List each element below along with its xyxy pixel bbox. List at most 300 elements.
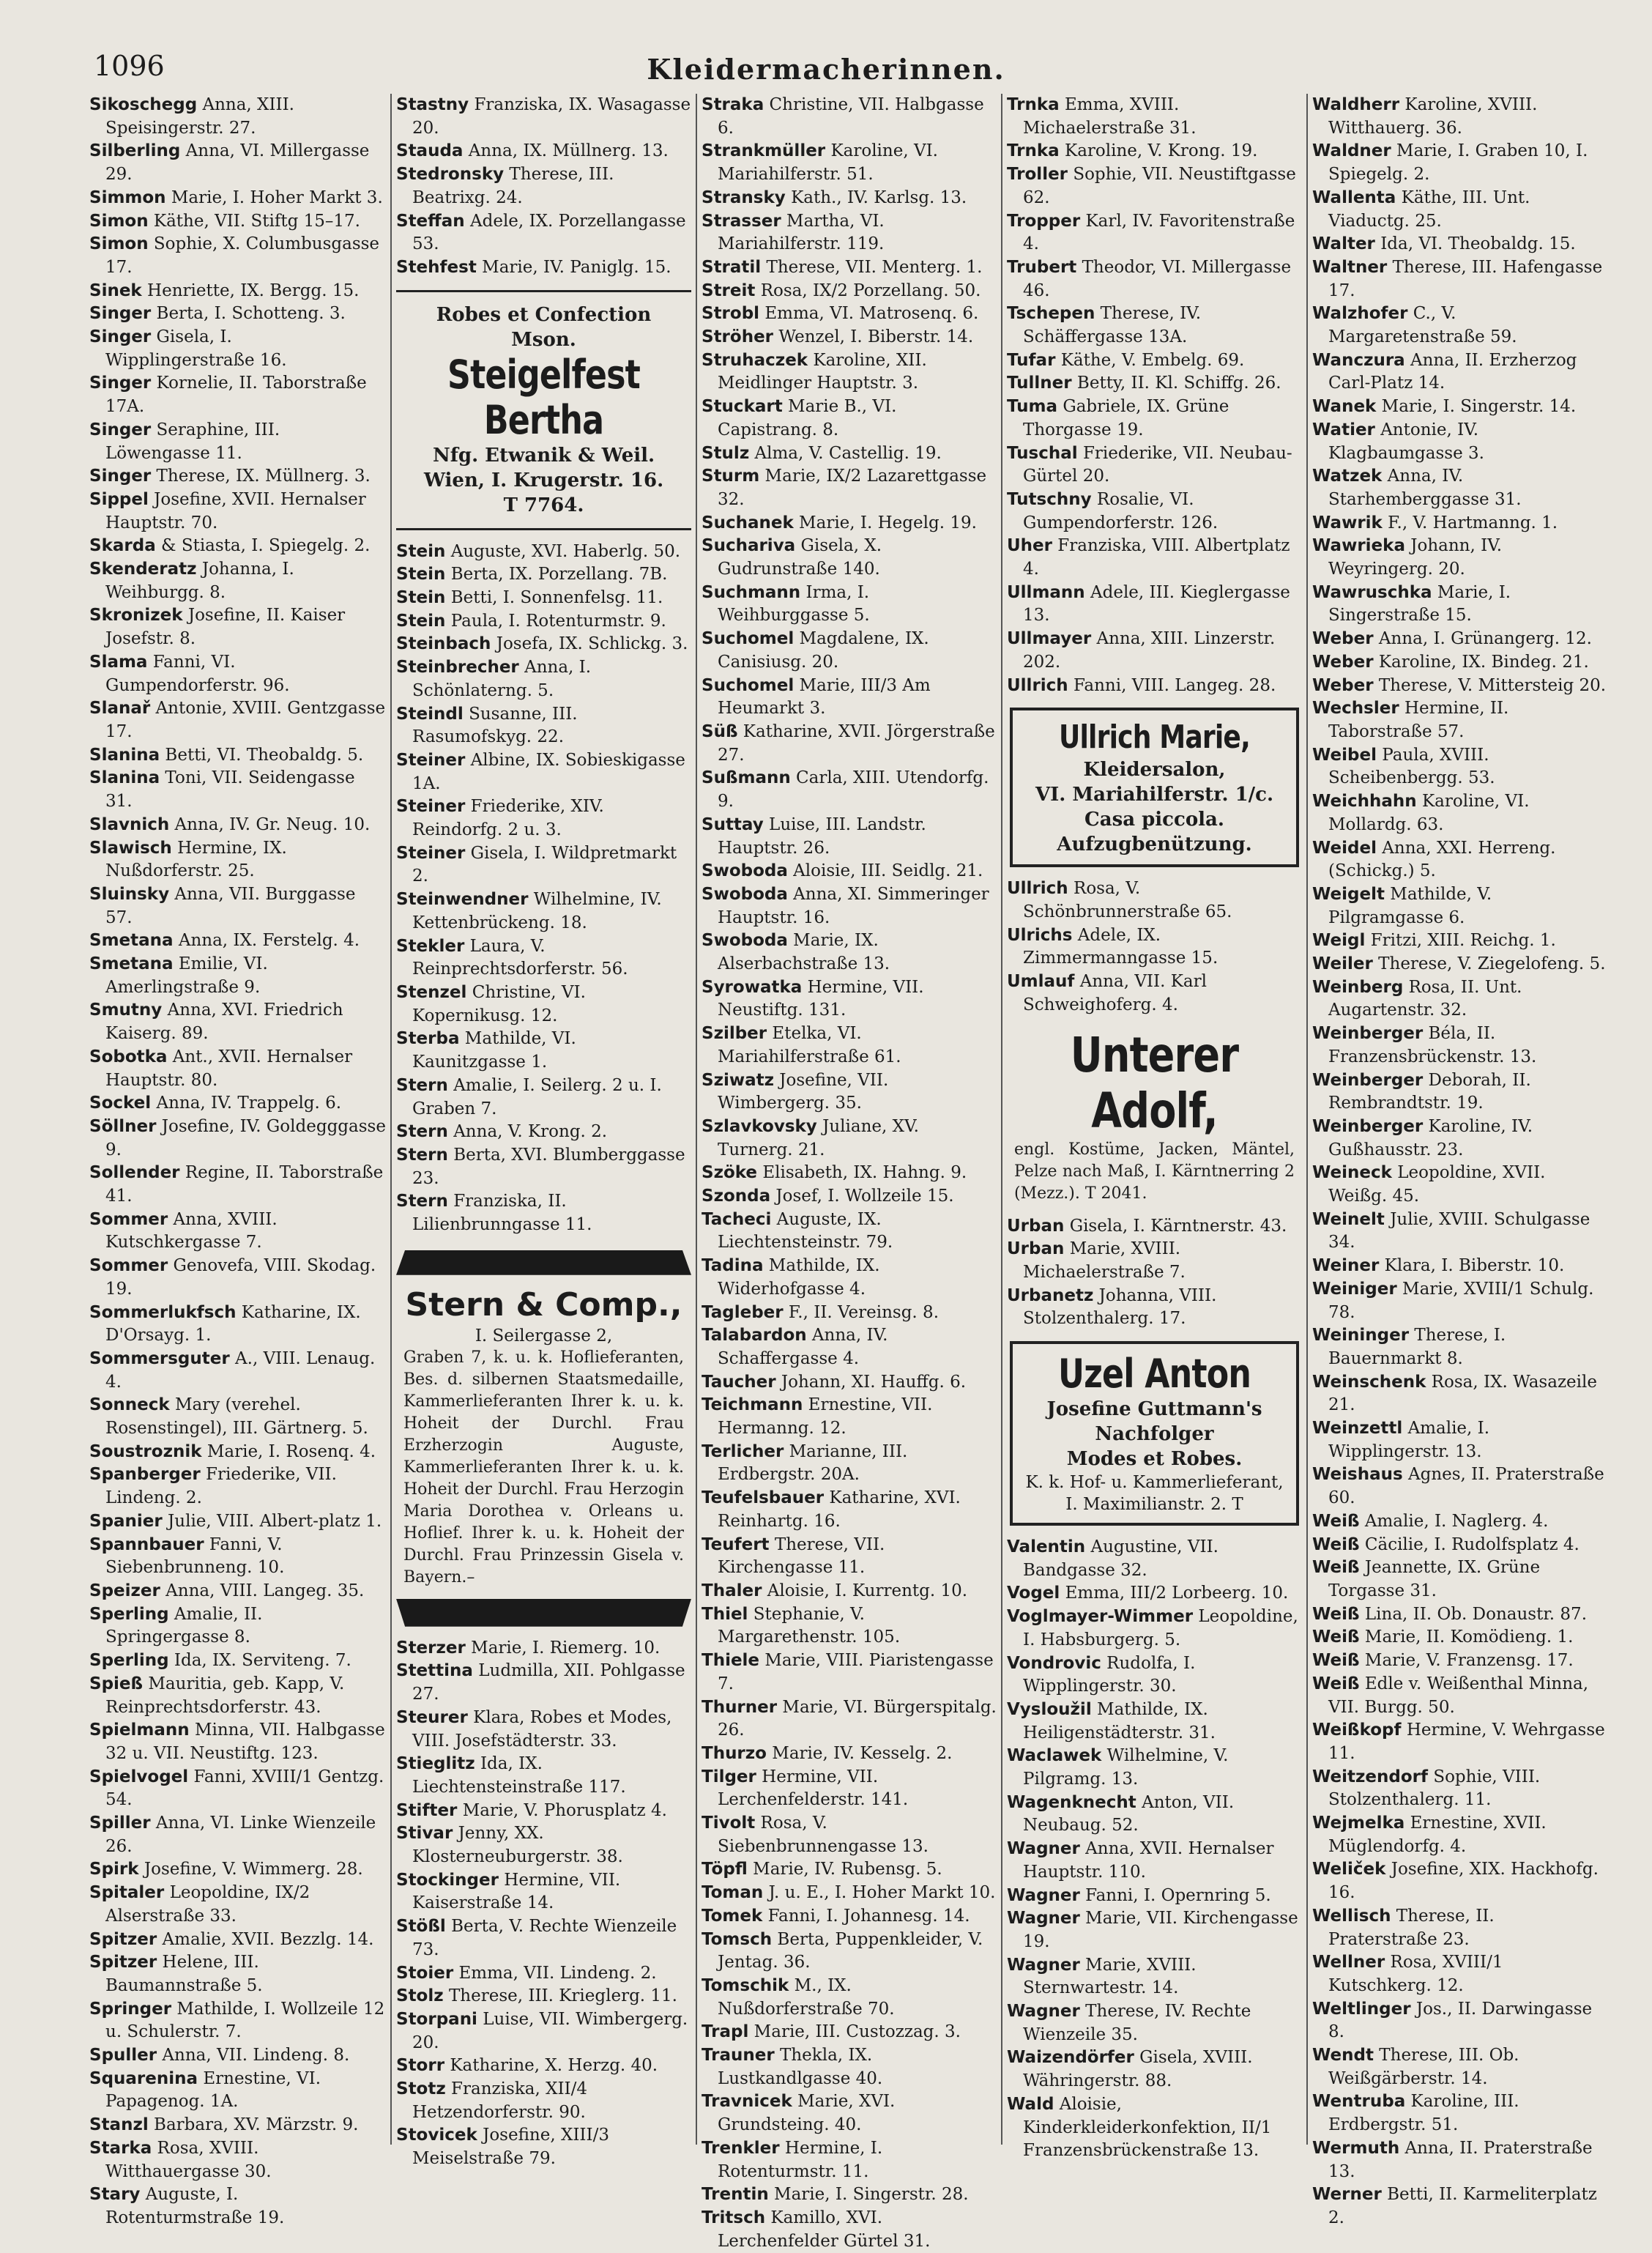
entry-name: Slanina — [89, 745, 160, 765]
list-item — [1007, 256, 1302, 302]
list-item — [702, 1696, 997, 1742]
entry-details: Marie, VI. Bürgerspitalg. 26. — [718, 1697, 997, 1740]
entry-name: Stanzl — [89, 2115, 149, 2135]
entry-name: Weiß — [1312, 1674, 1360, 1693]
entry-details: Therese, II. Praterstraße 23. — [1328, 1906, 1495, 1949]
entry-name: Stehfest — [396, 257, 477, 277]
ad-ullrich-line1: Kleidersalon, — [1083, 759, 1226, 782]
list-item — [89, 187, 386, 210]
list-item — [89, 1882, 386, 1928]
entry-name: Stulz — [702, 443, 750, 463]
list-item — [89, 1580, 386, 1603]
entry-name: Ströher — [702, 327, 774, 347]
entry-name: Walter — [1312, 234, 1375, 254]
entry-details: Agnes, II. Praterstraße 60. — [1328, 1465, 1604, 1508]
entry-name: Waclawek — [1007, 1746, 1102, 1766]
entry-details: Emilie, VI. Amerlingstraße 9. — [105, 954, 268, 997]
entry-name: Weitzendorf — [1312, 1767, 1429, 1786]
entry-name: Stifter — [396, 1800, 458, 1820]
list-item — [89, 814, 386, 837]
entry-name: Weinberger — [1312, 1070, 1424, 1090]
entry-name: Weber — [1312, 629, 1374, 649]
entry-name: Süß — [702, 721, 738, 741]
entry-name: Stern — [396, 1192, 448, 1211]
list-item — [1007, 628, 1302, 674]
entry-name: Stern — [396, 1122, 448, 1142]
entry-details: Ernestine, VII. Hermanng. 12. — [718, 1395, 933, 1439]
entry-details: Marie, IV. Paniglg. 15. — [476, 257, 671, 277]
entry-name: Stein — [396, 611, 446, 631]
entry-details: Emma, VI. Matrosenq. 6. — [759, 304, 979, 324]
entry-name: Silberling — [89, 141, 181, 161]
entry-name: Soustroznik — [89, 1441, 202, 1461]
entry-details: Ida, IX. Liechtensteinstraße 117. — [412, 1754, 626, 1797]
ad-ullrich-name: Ullrich Marie, — [1059, 719, 1250, 757]
entry-name: Weber — [1312, 652, 1374, 672]
entry-name: Steiner — [396, 797, 466, 817]
entry-details: Rosa, II. Unt. Augartenstr. 32. — [1328, 977, 1522, 1020]
list-item — [1312, 790, 1607, 836]
list-item — [1312, 883, 1607, 929]
list-item — [1007, 1215, 1302, 1239]
entry-name: Steinbach — [396, 634, 491, 654]
list-item — [1312, 976, 1607, 1022]
ad-stern-name: Stern & Comp., — [405, 1285, 682, 1324]
entry-details: Katharine, X. Herzg. 40. — [444, 2056, 658, 2076]
list-item — [702, 1812, 997, 1858]
entry-name: Thiele — [702, 1651, 760, 1671]
list-item — [89, 1209, 386, 1255]
entry-name: Sippel — [89, 489, 149, 509]
list-item — [1312, 953, 1607, 976]
entry-details: Rosa, XVIII. Witthauergasse 30. — [105, 2138, 272, 2181]
entry-details: Adele, III. Kieglergasse 13. — [1023, 582, 1290, 626]
entry-details: Gabriele, IX. Grüne Thorgasse 19. — [1023, 397, 1229, 439]
entry-name: Weinzettl — [1312, 1419, 1403, 1439]
entry-name: Tschepen — [1007, 304, 1095, 324]
entry-name: Stößl — [396, 1917, 446, 1937]
column-4 — [1001, 94, 1306, 2161]
entry-name: Uher — [1007, 536, 1052, 556]
list-item — [1007, 1606, 1302, 1652]
list-item — [396, 1028, 691, 1074]
entry-details: Marie, V. Franzensg. 17. — [1359, 1651, 1574, 1671]
list-item — [1007, 489, 1302, 535]
entry-details: Anna, II. Erzherzog Carl-Platz 14. — [1328, 350, 1577, 393]
entry-name: Stauda — [396, 141, 464, 161]
entry-name: Teufelsbauer — [702, 1488, 825, 1508]
list-item — [89, 2044, 386, 2068]
entry-details: Marie, I. Singerstr. 28. — [768, 2185, 969, 2205]
list-item — [396, 256, 691, 280]
entry-name: Singer — [89, 304, 152, 324]
entry-details: Hermine, VII. Lerchenfelderstr. 141. — [718, 1767, 909, 1810]
entry-name: Stern — [396, 1145, 448, 1165]
list-item — [89, 1510, 386, 1534]
list-item — [1007, 1907, 1302, 1953]
list-item — [1312, 396, 1607, 419]
list-item — [702, 1580, 997, 1603]
entry-details: Marie, I. Singerstraße 15. — [1328, 582, 1511, 626]
list-item — [702, 628, 997, 674]
list-item — [1007, 1238, 1302, 1284]
list-item — [396, 2078, 691, 2124]
list-item — [702, 976, 997, 1022]
list-item — [702, 442, 997, 466]
list-item — [1312, 233, 1607, 256]
entry-name: Trenkler — [702, 2138, 780, 2158]
entry-details: Christine, VII. Halbgasse 6. — [718, 95, 984, 138]
ad-steigelfest-address: Wien, I. Krugerstr. 16. — [423, 469, 664, 491]
entry-details: Jeannette, IX. Grüne Torgasse 31. — [1328, 1558, 1541, 1600]
entry-name: Wagner — [1007, 1955, 1080, 1975]
entry-name: Tagleber — [702, 1302, 784, 1322]
list-item — [1312, 1324, 1607, 1370]
list-item — [1007, 1582, 1302, 1606]
list-item — [1312, 1603, 1607, 1627]
entry-name: Wejmelka — [1312, 1814, 1405, 1833]
list-item — [396, 1637, 691, 1660]
entry-name: Stastny — [396, 95, 469, 114]
entry-name: Steindl — [396, 704, 464, 724]
ad-steigelfest-name: Steigelfest Bertha — [447, 351, 640, 443]
entry-name: Tivolt — [702, 1814, 756, 1833]
ad-steigelfest-phone: T 7764. — [503, 494, 584, 516]
list-item — [702, 2137, 997, 2183]
list-item — [702, 326, 997, 349]
entry-details: Fanni, I. Johannesg. 14. — [762, 1906, 970, 1926]
list-item — [1007, 349, 1302, 373]
directory-columns — [85, 94, 1612, 2251]
entry-details: Therese, III. Krieglerg. 11. — [443, 1986, 677, 2006]
entry-name: Szilber — [702, 1024, 767, 1044]
list-item — [1007, 675, 1302, 698]
list-item — [1312, 628, 1607, 651]
entry-name: Simon — [89, 234, 149, 254]
entry-name: Steiner — [396, 750, 466, 770]
entry-details: Josefine, XVII. Hernalser Hauptstr. 70. — [105, 489, 366, 532]
entry-name: Spiller — [89, 1814, 151, 1833]
entry-name: Stolz — [396, 1986, 444, 2006]
entry-name: Wagenknecht — [1007, 1792, 1136, 1812]
entry-name: Tuma — [1007, 397, 1058, 417]
entry-details: Leopoldine, IX/2 Alserstraße 33. — [105, 1883, 310, 1926]
list-item — [396, 633, 691, 656]
entry-details: Gisela, I. Wipplingerstraße 16. — [105, 327, 287, 370]
list-item — [1007, 582, 1302, 628]
list-item — [1007, 1285, 1302, 1331]
ad-ullrich-line3: Casa piccola. — [1084, 809, 1224, 831]
entry-name: Sinek — [89, 281, 142, 300]
list-item — [1007, 1652, 1302, 1699]
list-item — [1007, 163, 1302, 209]
list-item — [1007, 94, 1302, 140]
running-head: Kleidermacherinnen. — [647, 53, 1005, 86]
entry-details: Franziska, IX. Wasagasse 20. — [412, 95, 691, 138]
ad-uzel-line1: Josefine Guttmann's Nachfolger — [1046, 1398, 1262, 1446]
entry-name: Simmon — [89, 188, 166, 207]
entry-name: Weinberg — [1312, 977, 1404, 997]
entry-details: Wilhelmine, IV. Kettenbrückeng. 18. — [412, 890, 662, 932]
entry-name: Stettina — [396, 1661, 473, 1681]
ad-steigelfest — [399, 302, 688, 518]
list-item — [1312, 1209, 1607, 1255]
entry-details: Mathilde, VI. Kaunitzgasse 1. — [412, 1029, 576, 1072]
list-item — [89, 372, 386, 418]
list-item — [702, 280, 997, 303]
list-item — [702, 1209, 997, 1255]
entry-details: Therese, IV. Rechte Wienzeile 35. — [1023, 2002, 1251, 2044]
entry-details: Anna, VII. Lindeng. 8. — [157, 2046, 350, 2065]
list-item — [89, 210, 386, 234]
entry-details: Fanni, I. Opernring 5. — [1079, 1885, 1271, 1905]
entry-name: Trentin — [702, 2185, 769, 2205]
entry-name: Tomsch — [702, 1929, 773, 1949]
page-number: 1096 — [94, 50, 165, 82]
list-item — [396, 1800, 691, 1823]
list-item — [702, 1929, 997, 1975]
entry-details: Katharine, XVI. Reinhartg. 16. — [718, 1488, 961, 1531]
list-item — [1312, 582, 1607, 628]
list-item — [702, 582, 997, 628]
list-item — [89, 1858, 386, 1882]
entry-name: Spanier — [89, 1511, 163, 1531]
entry-details: Hermine, IX. Nußdorferstr. 25. — [105, 838, 287, 881]
banner-decoration — [396, 1250, 691, 1275]
list-item — [89, 651, 386, 697]
entry-details: Anna, IV. Trappelg. 6. — [151, 1094, 342, 1113]
divider — [396, 290, 691, 292]
list-item — [1312, 1162, 1607, 1208]
entry-name: Weidel — [1312, 838, 1377, 858]
list-item — [702, 1975, 997, 2021]
list-item — [89, 2068, 386, 2114]
list-item — [702, 512, 997, 535]
list-item — [396, 888, 691, 935]
entry-details: Hermine, II. Taborstraße 57. — [1328, 699, 1509, 741]
list-item — [702, 929, 997, 976]
entry-details: Katharine, IX. D'Orsayg. 1. — [105, 1302, 361, 1346]
list-item — [89, 280, 386, 303]
list-item — [89, 953, 386, 999]
entry-name: Stary — [89, 2185, 141, 2205]
list-item — [1312, 419, 1607, 465]
entry-details: Therese, IV. Schäffergasse 13A. — [1023, 304, 1202, 347]
list-item — [702, 2207, 997, 2253]
list-item — [702, 675, 997, 721]
entry-name: Suchmann — [702, 582, 801, 602]
list-item — [1312, 2090, 1607, 2137]
entry-name: Wagner — [1007, 1839, 1080, 1859]
list-item — [702, 94, 997, 140]
entry-name: Tritsch — [702, 2208, 766, 2227]
entry-details: Laura, V. Reinprechtsdorferstr. 56. — [412, 936, 628, 979]
entry-details: Auguste, I. Rotenturmstraße 19. — [105, 2185, 285, 2227]
list-item — [702, 1742, 997, 1766]
entry-details: Therese, III. Ob. Weißgärberstr. 14. — [1328, 2046, 1519, 2088]
entry-name: Weiß — [1312, 1558, 1360, 1578]
entry-name: Suchomel — [702, 675, 795, 695]
list-item — [89, 1951, 386, 1997]
entry-details: Anna, XI. Simmeringer Hauptstr. 16. — [718, 884, 989, 927]
entry-name: Töpfl — [702, 1860, 748, 1879]
entry-name: Sterba — [396, 1029, 460, 1049]
entry-details: Emma, III/2 Lorbeerg. 10. — [1060, 1584, 1289, 1603]
entry-name: Weiner — [1312, 1256, 1380, 1276]
entry-name: Stuckart — [702, 397, 783, 417]
entry-details: A., VIII. Lenaug. 4. — [105, 1348, 376, 1392]
entry-details: Mathilde, V. Pilgramgasse 6. — [1328, 884, 1492, 927]
entry-details: Käthe, VII. Stiftg 15–17. — [148, 211, 360, 231]
list-item — [396, 1121, 691, 1144]
entry-details: Ernestine, VI. Papagenog. 1A. — [105, 2068, 321, 2112]
entry-name: Steurer — [396, 1707, 468, 1727]
list-item — [702, 2090, 997, 2137]
entry-name: Spanberger — [89, 1465, 201, 1485]
entry-name: Taucher — [702, 1372, 776, 1392]
list-item — [1312, 1951, 1607, 1997]
list-item — [702, 1185, 997, 1209]
entry-details: Käthe, III. Unt. Viaductg. 25. — [1328, 188, 1530, 231]
entry-details: Anna, I. Grünangerg. 12. — [1373, 629, 1592, 649]
entry-name: Skronizek — [89, 606, 183, 626]
list-item — [1007, 877, 1302, 924]
entry-name: Urbanetz — [1007, 1285, 1094, 1305]
entry-name: Sockel — [89, 1094, 152, 1113]
list-item — [1312, 837, 1607, 883]
entry-details: Rudolfa, I. Wipplingerstr. 30. — [1023, 1653, 1196, 1696]
entry-details: Marie, IV. Rubensg. 5. — [747, 1860, 942, 1879]
directory-list — [1007, 94, 1302, 697]
entry-details: Fanni, VI. Gumpendorferstr. 96. — [105, 652, 290, 695]
list-item — [702, 860, 997, 883]
list-item — [1312, 1766, 1607, 1812]
entry-name: Strankmüller — [702, 141, 826, 161]
entry-details: Karoline, XII. Meidlinger Hauptstr. 3. — [718, 350, 927, 393]
entry-name: Umlauf — [1007, 972, 1075, 992]
list-item — [89, 1116, 386, 1162]
list-item — [89, 883, 386, 929]
entry-name: Thiel — [702, 1604, 748, 1624]
entry-name: Wellner — [1312, 1953, 1385, 1972]
entry-name: Wawruschka — [1312, 582, 1432, 602]
entry-name: Weinelt — [1312, 1209, 1385, 1229]
list-item — [89, 604, 386, 650]
entry-details: Therese, VII. Kirchengasse 11. — [718, 1534, 885, 1578]
entry-name: Trubert — [1007, 257, 1077, 277]
entry-name: Starka — [89, 2138, 152, 2158]
entry-name: Sluinsky — [89, 884, 170, 904]
list-item — [1312, 349, 1607, 396]
entry-details: Anna, XIII. Linzerstr. 202. — [1023, 629, 1276, 672]
entry-details: Therese, V. Mittersteig 20. — [1373, 675, 1607, 695]
entry-details: Carla, XIII. Utendorfg. 9. — [718, 768, 989, 812]
entry-name: Wechsler — [1312, 699, 1399, 719]
entry-details: Marie, I. Hoher Markt 3. — [165, 188, 383, 207]
entry-details: Gisela, I. Wildpretmarkt 2. — [412, 843, 677, 886]
list-item — [1312, 1069, 1607, 1116]
entry-name: Slanina — [89, 768, 160, 788]
entry-name: Singer — [89, 467, 152, 486]
list-item — [89, 1441, 386, 1464]
entry-name: Wallenta — [1312, 188, 1396, 207]
list-item — [89, 1534, 386, 1580]
list-item — [1312, 1673, 1607, 1719]
entry-details: Hermine, VII. Kaiserstraße 14. — [412, 1870, 621, 1913]
list-item — [89, 1255, 386, 1301]
ad-uzel — [1010, 1341, 1299, 1526]
list-item — [1312, 1858, 1607, 1904]
entry-details: Hermine, VII. Neustiftg. 131. — [718, 977, 924, 1020]
entry-name: Steinwendner — [396, 890, 529, 910]
list-item — [396, 981, 691, 1028]
directory-list — [1007, 877, 1302, 1017]
list-item — [89, 999, 386, 1045]
entry-name: Stern — [396, 1075, 448, 1095]
entry-details: Karoline, XVIII. Witthauerg. 36. — [1328, 95, 1538, 138]
entry-details: Marie, I. Singerstr. 14. — [1376, 397, 1577, 417]
entry-name: Vogel — [1007, 1584, 1060, 1603]
list-item — [1007, 1699, 1302, 1745]
entry-name: Streit — [702, 281, 756, 300]
entry-name: Steffan — [396, 211, 465, 231]
entry-details: Marie, III/3 Am Heumarkt 3. — [718, 675, 931, 719]
entry-name: Weißkopf — [1312, 1721, 1402, 1740]
entry-details: Fanni, XVIII/1 Gentzg. 54. — [105, 1767, 384, 1810]
entry-details: Deborah, II. Rembrandtstr. 19. — [1328, 1070, 1531, 1113]
list-item — [1007, 442, 1302, 489]
list-item — [702, 1255, 997, 1301]
entry-details: Amalie, I. Seilerg. 2 u. I. Graben 7. — [412, 1075, 662, 1118]
list-item — [1007, 140, 1302, 163]
entry-name: Stotz — [396, 2079, 446, 2099]
entry-details: Etelka, VI. Mariahilferstraße 61. — [718, 1024, 901, 1066]
entry-details: Marie, XVIII. Sternwartestr. 14. — [1023, 1955, 1197, 1998]
list-item — [89, 1766, 386, 1812]
list-item — [702, 1766, 997, 1812]
list-item — [1007, 1954, 1302, 2000]
list-item — [396, 1074, 691, 1121]
entry-name: Stein — [396, 541, 446, 561]
entry-name: Ullmann — [1007, 582, 1085, 602]
entry-details: Paula, XVIII. Scheibenbergg. 53. — [1328, 745, 1495, 788]
list-item — [1312, 512, 1607, 535]
entry-name: Singer — [89, 420, 152, 439]
entry-details: Therese, V. Ziegelofeng. 5. — [1372, 954, 1606, 974]
list-item — [1312, 1371, 1607, 1417]
list-item — [702, 256, 997, 280]
entry-details: Stephanie, V. Margarethenstr. 105. — [718, 1604, 901, 1647]
list-item — [702, 187, 997, 210]
list-item — [1312, 651, 1607, 675]
entry-details: Seraphine, III. Löwengasse 11. — [105, 420, 280, 463]
entry-details: Genovefa, VIII. Skodag. 19. — [105, 1256, 376, 1299]
list-item — [702, 814, 997, 860]
entry-details: Klara, I. Biberstr. 10. — [1379, 1256, 1565, 1276]
entry-name: Valentin — [1007, 1537, 1086, 1557]
entry-name: Sommer — [89, 1209, 168, 1229]
entry-details: Käthe, V. Embelg. 69. — [1055, 350, 1245, 370]
entry-name: Wawrik — [1312, 513, 1383, 532]
list-item — [396, 210, 691, 256]
directory-list — [702, 94, 997, 2253]
list-item — [702, 1302, 997, 1325]
entry-details: Cäcilie, I. Rudolfsplatz 4. — [1359, 1534, 1580, 1554]
list-item — [702, 349, 997, 396]
entry-name: Werner — [1312, 2185, 1382, 2205]
entry-details: Béla, II. Franzensbrückenstr. 13. — [1328, 1024, 1537, 1066]
list-item — [396, 1753, 691, 1799]
